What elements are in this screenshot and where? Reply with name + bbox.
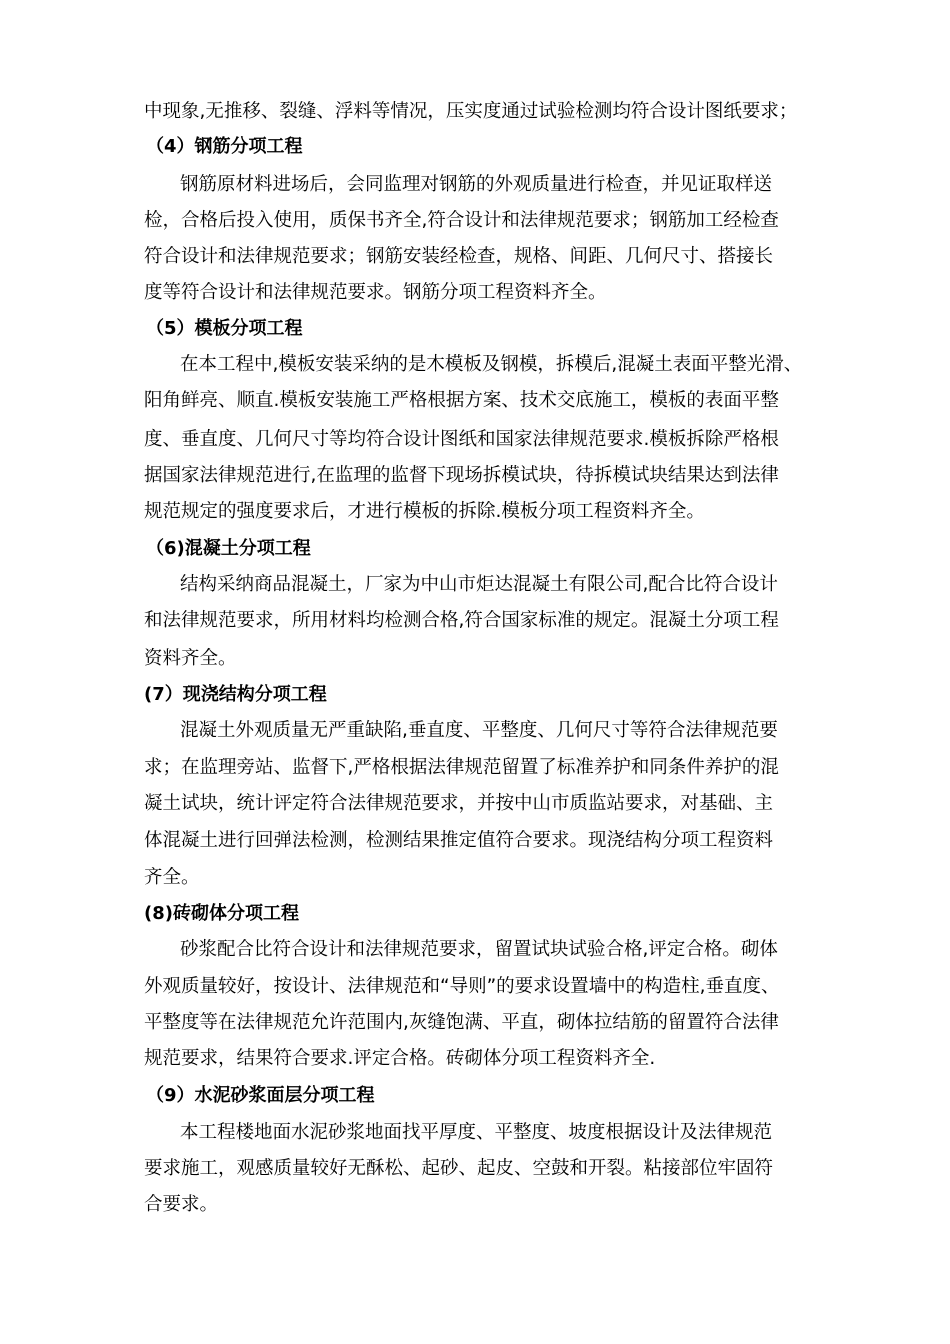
paragraph-line: 混凝土外观质量无严重缺陷,垂直度、平整度、几何尺寸等符合法律规范要 xyxy=(180,720,778,741)
paragraph-line: 度等符合设计和法律规范要求。钢筋分项工程资料齐全。 xyxy=(144,282,607,303)
paragraph-line: 检，合格后投入使用，质保书齐全,符合设计和法律规范要求；钢筋加工经检查 xyxy=(144,210,779,231)
paragraph-line: 钢筋原材料进场后，会同监理对钢筋的外观质量进行检查，并见证取样送 xyxy=(180,174,773,195)
paragraph-line: 和法律规范要求，所用材料均检测合格,符合国家标准的规定。混凝土分项工程 xyxy=(144,610,779,631)
section-heading: （4）钢筋分项工程 xyxy=(146,136,303,157)
paragraph-line: 规范规定的强度要求后，才进行模板的拆除.模板分项工程资料齐全。 xyxy=(144,501,705,522)
paragraph-line: 度、垂直度、几何尺寸等均符合设计图纸和国家法律规范要求.模板拆除严格根 xyxy=(144,429,779,450)
paragraph-line: 凝土试块，统计评定符合法律规范要求，并按中山市质监站要求，对基础、主 xyxy=(144,793,774,814)
paragraph-line: 求；在监理旁站、监督下,严格根据法律规范留置了标准养护和同条件养护的混 xyxy=(144,757,779,778)
section-heading: （6)混凝土分项工程 xyxy=(146,538,311,559)
paragraph-line: 齐全。 xyxy=(144,867,200,888)
paragraph-line: 符合设计和法律规范要求；钢筋安装经检查，规格、间距、几何尺寸、搭接长 xyxy=(144,246,774,267)
paragraph-line: 在本工程中,模板安装采纳的是木模板及钢模，拆模后,混凝土表面平整光滑、 xyxy=(180,354,803,375)
paragraph-line: 本工程楼地面水泥砂浆地面找平厚度、平整度、坡度根据设计及法律规范 xyxy=(180,1122,773,1143)
paragraph-line: 据国家法律规范进行,在监理的监督下现场拆模试块，待拆模试块结果达到法律 xyxy=(144,465,779,486)
paragraph-line: 中现象,无推移、裂缝、浮料等情况，压实度通过试验检测均符合设计图纸要求； xyxy=(144,101,798,122)
paragraph-line: 体混凝土进行回弹法检测，检测结果推定值符合要求。现浇结构分项工程资料 xyxy=(144,830,774,851)
section-heading: (7）现浇结构分项工程 xyxy=(144,684,327,705)
paragraph-line: 合要求。 xyxy=(144,1194,219,1215)
paragraph-line: 外观质量较好，按设计、法律规范和“导则”的要求设置墙中的构造柱,垂直度、 xyxy=(144,976,780,997)
paragraph-line: 资料齐全。 xyxy=(144,648,237,669)
paragraph-line: 结构采纳商品混凝土，厂家为中山市炬达混凝土有限公司,配合比符合设计 xyxy=(180,574,778,595)
section-heading: （5）模板分项工程 xyxy=(146,318,303,339)
section-heading: (8)砖砌体分项工程 xyxy=(144,903,299,924)
section-heading: （9）水泥砂浆面层分项工程 xyxy=(146,1085,375,1106)
paragraph-line: 阳角鲜亮、顺直.模板安装施工严格根据方案、技术交底施工，模板的表面平整 xyxy=(144,390,779,411)
paragraph-line: 要求施工，观感质量较好无酥松、起砂、起皮、空鼓和开裂。粘接部位牢固符 xyxy=(144,1158,774,1179)
paragraph-line: 规范要求，结果符合要求.评定合格。砖砌体分项工程资料齐全. xyxy=(144,1048,656,1069)
paragraph-line: 平整度等在法律规范允许范围内,灰缝饱满、平直，砌体拉结筋的留置符合法律 xyxy=(144,1012,779,1033)
paragraph-line: 砂浆配合比符合设计和法律规范要求，留置试块试验合格,评定合格。砌体 xyxy=(180,939,778,960)
